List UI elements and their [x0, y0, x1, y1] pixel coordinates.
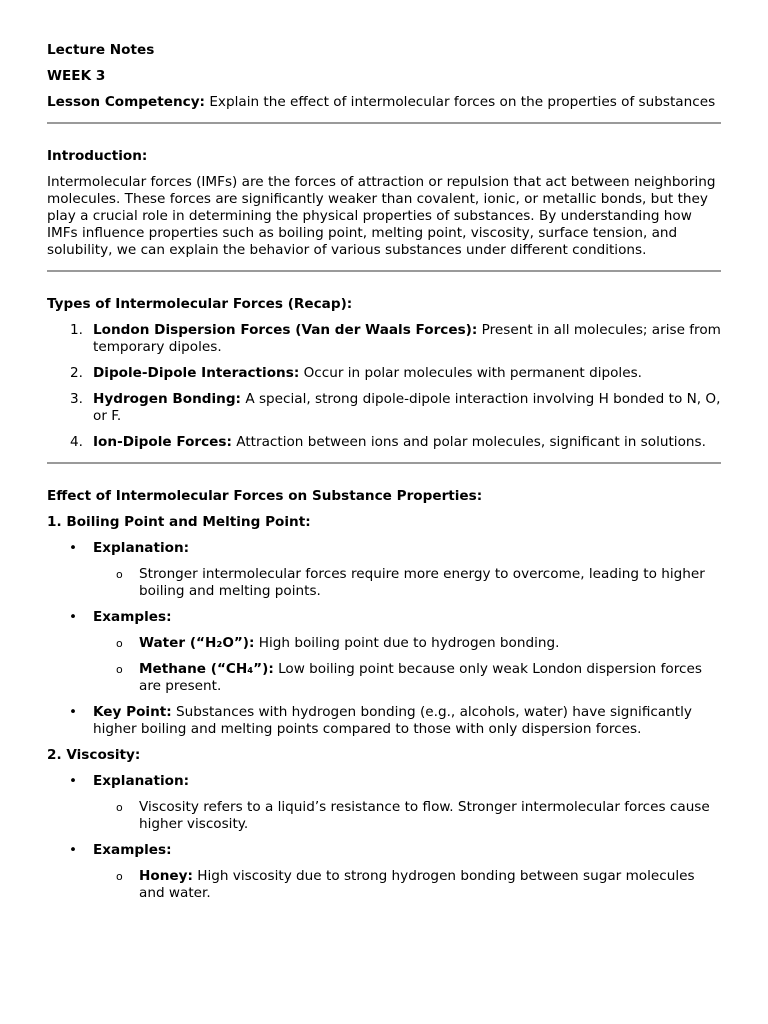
list-item — [69, 773, 721, 833]
list-item — [70, 365, 721, 382]
item-label: London Dispersion Forces (Van der Waals Forces): — [93, 322, 478, 338]
types-list — [47, 322, 721, 451]
list-number: 2. — [70, 365, 83, 381]
keypoint-label: Key Point: — [93, 704, 172, 720]
viscosity-list — [47, 773, 721, 902]
bullet-icon: • — [69, 704, 78, 720]
explanation-label: Explanation: — [93, 773, 190, 789]
circle-bullet-icon: o — [116, 637, 123, 650]
bullet-icon: • — [69, 540, 78, 556]
explanation-label: Explanation: — [93, 540, 190, 556]
section-divider — [47, 270, 721, 272]
list-item — [69, 540, 721, 600]
introduction-heading: Introduction: — [47, 148, 148, 164]
list-number: 3. — [70, 391, 83, 407]
competency-text: Explain the effect of intermolecular forces on the properties of substances — [205, 94, 716, 110]
circle-bullet-icon: o — [116, 801, 123, 814]
list-item — [69, 842, 721, 902]
competency-label: Lesson Competency: — [47, 94, 205, 110]
explanation-text: Viscosity refers to a liquid’s resistance to flow. Stronger intermolecular forces cause higher viscosity. — [139, 799, 710, 832]
section-divider — [47, 122, 721, 124]
list-number: 4. — [70, 434, 83, 450]
item-text: A special, strong dipole-dipole interaction involving H bonded to N, O, or F. — [93, 391, 721, 424]
example-label: Methane (“CH₄”): — [139, 661, 274, 677]
list-item — [116, 566, 721, 600]
list-item — [116, 635, 721, 652]
examples-label: Examples: — [93, 609, 172, 625]
effects-heading: Effect of Intermolecular Forces on Substance Properties: — [47, 488, 483, 504]
item-label: Hydrogen Bonding: — [93, 391, 241, 407]
list-item — [116, 799, 721, 833]
example-text: High viscosity due to strong hydrogen bonding between sugar molecules and water. — [139, 868, 695, 901]
bullet-icon: • — [69, 609, 78, 625]
list-item — [70, 322, 721, 356]
boiling-list — [47, 540, 721, 738]
item-text: Present in all molecules; arise from temporary dipoles. — [93, 322, 721, 355]
list-item — [116, 661, 721, 695]
keypoint-text: Substances with hydrogen bonding (e.g., alcohols, water) have significantly higher boiling and melting points compared to those with only dispersion forces. — [93, 704, 692, 737]
week-label: WEEK 3 — [47, 68, 106, 84]
example-label: Water (“H₂O”): — [139, 635, 255, 651]
bullet-icon: • — [69, 842, 78, 858]
sub-list — [93, 799, 721, 833]
section-divider — [47, 462, 721, 464]
example-text: Low boiling point because only weak London dispersion forces are present. — [139, 661, 702, 694]
lesson-competency — [47, 94, 721, 111]
example-label: Honey: — [139, 868, 193, 884]
list-item — [69, 609, 721, 695]
sub-list — [93, 868, 721, 902]
example-text: High boiling point due to hydrogen bonding. — [254, 635, 560, 651]
sub-list — [93, 635, 721, 695]
circle-bullet-icon: o — [116, 870, 123, 883]
list-item — [116, 868, 721, 902]
item-label: Dipole-Dipole Interactions: — [93, 365, 300, 381]
examples-label: Examples: — [93, 842, 172, 858]
sub-list — [93, 566, 721, 600]
item-text: Attraction between ions and polar molecules, significant in solutions. — [231, 434, 706, 450]
list-item — [69, 704, 721, 738]
list-item — [70, 391, 721, 425]
introduction-body: Intermolecular forces (IMFs) are the forces of attraction or repulsion that act between neighboring molecules. These forces are significantly weaker than covalent, ionic, or metallic bonds, but they play a crucial role in determining the physical properties of substances. By understanding how IMFs influence properties such as boiling point, melting point, viscosity, surface tension, and solubility, we can explain the behavior of various substances under different conditions. — [47, 174, 716, 258]
circle-bullet-icon: o — [116, 663, 123, 676]
circle-bullet-icon: o — [116, 568, 123, 581]
document-title: Lecture Notes — [47, 42, 155, 58]
list-item — [70, 434, 721, 451]
types-heading: Types of Intermolecular Forces (Recap): — [47, 296, 353, 312]
viscosity-heading: 2. Viscosity: — [47, 747, 141, 763]
boiling-heading: 1. Boiling Point and Melting Point: — [47, 514, 311, 530]
list-number: 1. — [70, 322, 83, 338]
explanation-text: Stronger intermolecular forces require more energy to overcome, leading to higher boiling and melting points. — [139, 566, 705, 599]
item-label: Ion-Dipole Forces: — [93, 434, 232, 450]
item-text: Occur in polar molecules with permanent dipoles. — [299, 365, 642, 381]
bullet-icon: • — [69, 773, 78, 789]
